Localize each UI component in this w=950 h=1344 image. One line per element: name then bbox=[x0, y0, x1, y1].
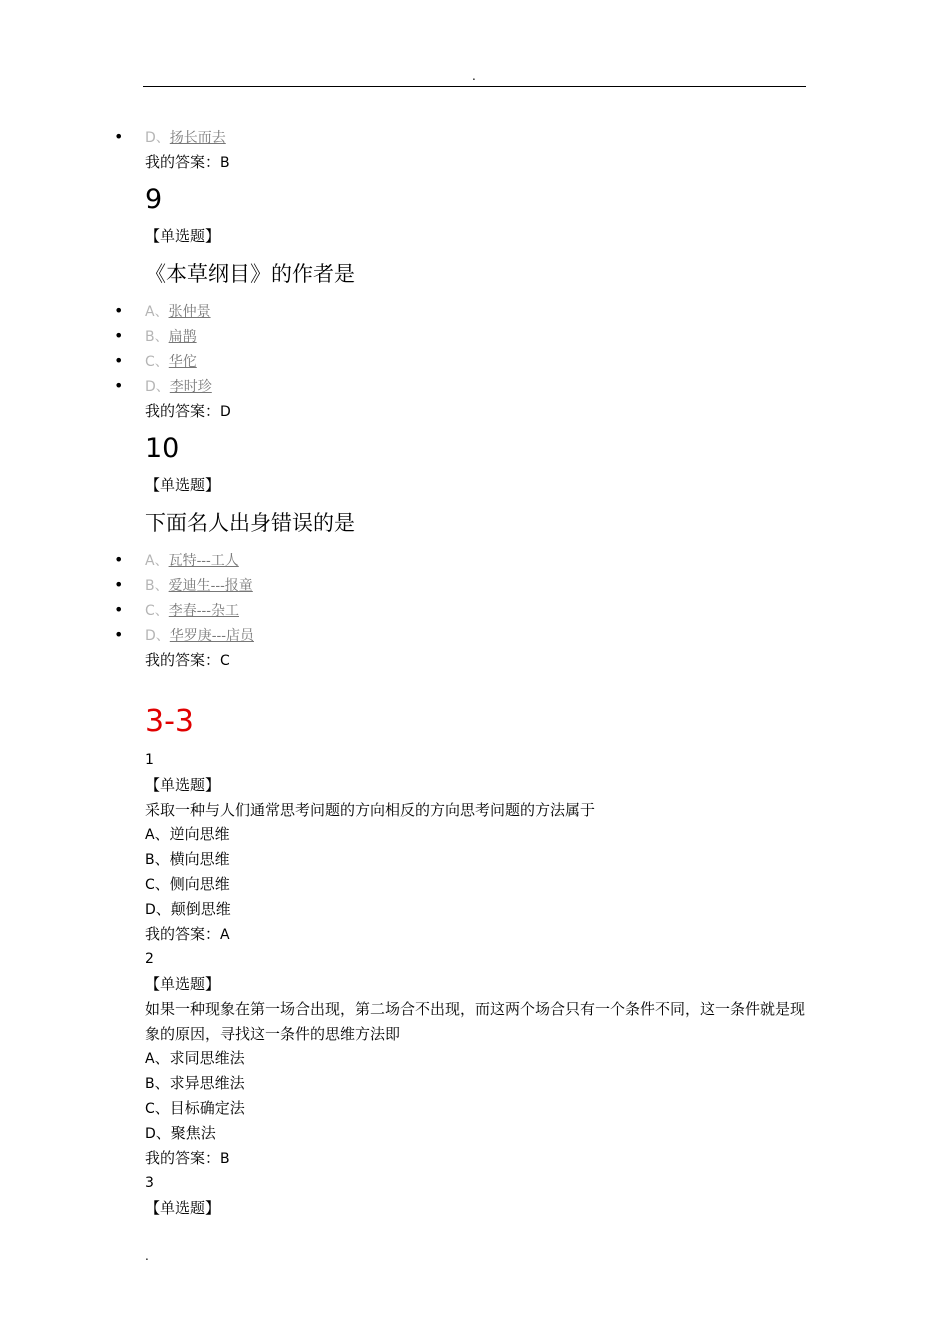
my-answer: 我的答案：A bbox=[145, 925, 230, 943]
header-mark: . bbox=[472, 69, 476, 83]
question-text: 采取一种与人们通常思考问题的方向相反的方向思考问题的方法属于 bbox=[145, 801, 596, 819]
option-link[interactable]: 华佗 bbox=[168, 354, 197, 370]
option-link[interactable]: 张仲景 bbox=[168, 304, 211, 320]
option-item: A、张仲景 bbox=[145, 304, 211, 320]
option-item: A、求同思维法 bbox=[145, 1049, 245, 1067]
option-link[interactable]: 华罗庚---店员 bbox=[169, 628, 254, 644]
section-heading: 3-3 bbox=[145, 704, 194, 739]
option-item: C、目标确定法 bbox=[145, 1099, 245, 1117]
option-link[interactable]: 李时珍 bbox=[169, 379, 212, 395]
question-number: 3 bbox=[145, 1175, 154, 1191]
my-answer: 我的答案：C bbox=[145, 651, 230, 669]
question-number: 10 bbox=[145, 433, 180, 464]
bullet: • bbox=[114, 600, 124, 619]
option-item: D、华罗庚---店员 bbox=[145, 628, 254, 644]
question-number: 9 bbox=[145, 184, 163, 215]
option-item: C、李春---杂工 bbox=[145, 603, 239, 619]
option-link[interactable]: 瓦特---工人 bbox=[168, 553, 239, 569]
bullet: • bbox=[114, 351, 124, 370]
option-item: D、聚焦法 bbox=[145, 1124, 216, 1142]
option-item: B、横向思维 bbox=[145, 850, 230, 868]
option-item: A、瓦特---工人 bbox=[145, 553, 239, 569]
question-text: 《本草纲目》的作者是 bbox=[145, 262, 355, 286]
option-item: A、逆向思维 bbox=[145, 825, 230, 843]
question-type: 【单选题】 bbox=[145, 776, 221, 794]
my-answer: 我的答案：D bbox=[145, 402, 231, 420]
my-answer: 我的答案：B bbox=[145, 1149, 230, 1167]
option-item: D、扬长而去 bbox=[145, 130, 226, 146]
option-item: B、爱迪生---报童 bbox=[145, 578, 253, 594]
option-item: B、求异思维法 bbox=[145, 1074, 245, 1092]
bullet: • bbox=[114, 326, 124, 345]
question-type: 【单选题】 bbox=[145, 975, 221, 993]
question-text: 如果一种现象在第一场合出现，第二场合不出现，而这两个场合只有一个条件不同，这一条件就是现象的原因，寻找这一条件的思维方法即 bbox=[145, 1000, 806, 1043]
question-type: 【单选题】 bbox=[145, 1199, 221, 1217]
header-rule bbox=[143, 86, 806, 87]
bullet: • bbox=[114, 127, 124, 146]
question-type: 【单选题】 bbox=[145, 227, 221, 245]
option-link[interactable]: 扁鹊 bbox=[168, 329, 197, 345]
bullet: • bbox=[114, 301, 124, 320]
option-item: C、华佗 bbox=[145, 354, 197, 370]
option-item: B、扁鹊 bbox=[145, 329, 197, 345]
question-number: 2 bbox=[145, 951, 154, 967]
option-link[interactable]: 爱迪生---报童 bbox=[168, 578, 253, 594]
bullet: • bbox=[114, 550, 124, 569]
question-text: 下面名人出身错误的是 bbox=[145, 511, 355, 535]
option-item: D、李时珍 bbox=[145, 379, 212, 395]
question-number: 1 bbox=[145, 752, 154, 768]
bullet: • bbox=[114, 625, 124, 644]
my-answer: 我的答案：B bbox=[145, 153, 230, 171]
footer-mark: . bbox=[145, 1249, 149, 1263]
bullet: • bbox=[114, 376, 124, 395]
option-link[interactable]: 扬长而去 bbox=[169, 130, 226, 146]
bullet: • bbox=[114, 575, 124, 594]
question-type: 【单选题】 bbox=[145, 476, 221, 494]
option-item: D、颠倒思维 bbox=[145, 900, 231, 918]
option-link[interactable]: 李春---杂工 bbox=[168, 603, 239, 619]
option-item: C、侧向思维 bbox=[145, 875, 230, 893]
